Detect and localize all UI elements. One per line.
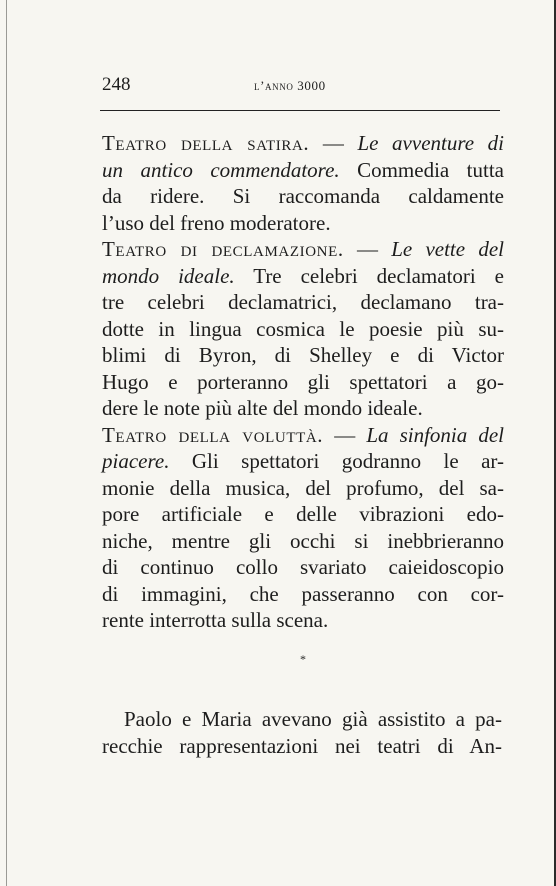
text-line: di immagini, che passeranno con cor-: [102, 581, 504, 606]
show-title: piacere.: [102, 449, 170, 473]
theatre-entry: [102, 236, 504, 422]
text-line: recchie rappresentazioni nei teatri di An-: [102, 733, 502, 758]
page-header: [102, 74, 500, 100]
text-line: Paolo e Maria avevano già assistito a pa-: [124, 707, 502, 731]
show-title: un antico commendatore.: [102, 157, 340, 182]
show-title: La sinfonia del: [366, 422, 505, 447]
text-line: l’uso del freno moderatore.: [102, 210, 331, 235]
dash: —: [323, 422, 367, 447]
running-title-rest: anno 3000: [265, 78, 326, 93]
text-line: dere le note più alte del mondo ideale.: [102, 396, 423, 420]
text-line: [102, 130, 504, 157]
text-line: dotte in lingua cosmica le poesie più su-: [102, 316, 504, 341]
running-title: [254, 75, 326, 95]
dash: —: [343, 237, 392, 261]
theatre-name: Teatro della voluttà.: [102, 422, 324, 447]
line-text: Tre celebri declamatori e: [234, 263, 504, 288]
theatre-entry: [102, 422, 504, 634]
section-separator-star: *: [300, 652, 306, 666]
dash: —: [309, 131, 358, 155]
line-text: Commedia tutta: [339, 157, 504, 182]
header-rule: [100, 110, 500, 111]
text-line: [102, 448, 504, 475]
text-line: monie della musica, del profumo, del sa-: [102, 475, 504, 500]
text-line: [102, 422, 505, 449]
show-title: Le vette del: [391, 237, 504, 261]
text-line: Hugo e porteranno gli spettatori a go-: [102, 369, 504, 394]
text-line: da ridere. Si raccomanda caldamente: [102, 184, 504, 208]
text-line: niche, mentre gli occhi si inebbrieranno: [102, 528, 504, 553]
theatre-entry: [102, 130, 504, 236]
text-line: [102, 157, 504, 184]
show-title: mondo ideale.: [102, 263, 235, 288]
page-number: 248: [102, 74, 131, 95]
text-line: [102, 263, 504, 290]
text-line: [102, 236, 504, 263]
running-title-article: l’: [254, 78, 266, 93]
body-text: [102, 130, 504, 634]
text-line: tre celebri declamatrici, declamano tra-: [102, 290, 504, 314]
closing-paragraph: [102, 706, 502, 759]
line-text: Gli spettatori godranno le ar-: [169, 449, 504, 473]
text-line: di continuo collo svariato caieidoscopio: [102, 555, 504, 579]
text-line: pore artificiale e delle vibrazioni edo-: [102, 502, 504, 526]
theatre-name: Teatro della satira.: [102, 131, 310, 155]
show-title: Le avventure di: [357, 131, 504, 155]
text-line: rente interrotta sulla scena.: [102, 608, 329, 632]
theatre-name: Teatro di declamazione.: [102, 237, 344, 261]
page-left-edge: [6, 0, 7, 886]
text-line: blimi di Byron, di Shelley e di Victor: [102, 343, 504, 367]
